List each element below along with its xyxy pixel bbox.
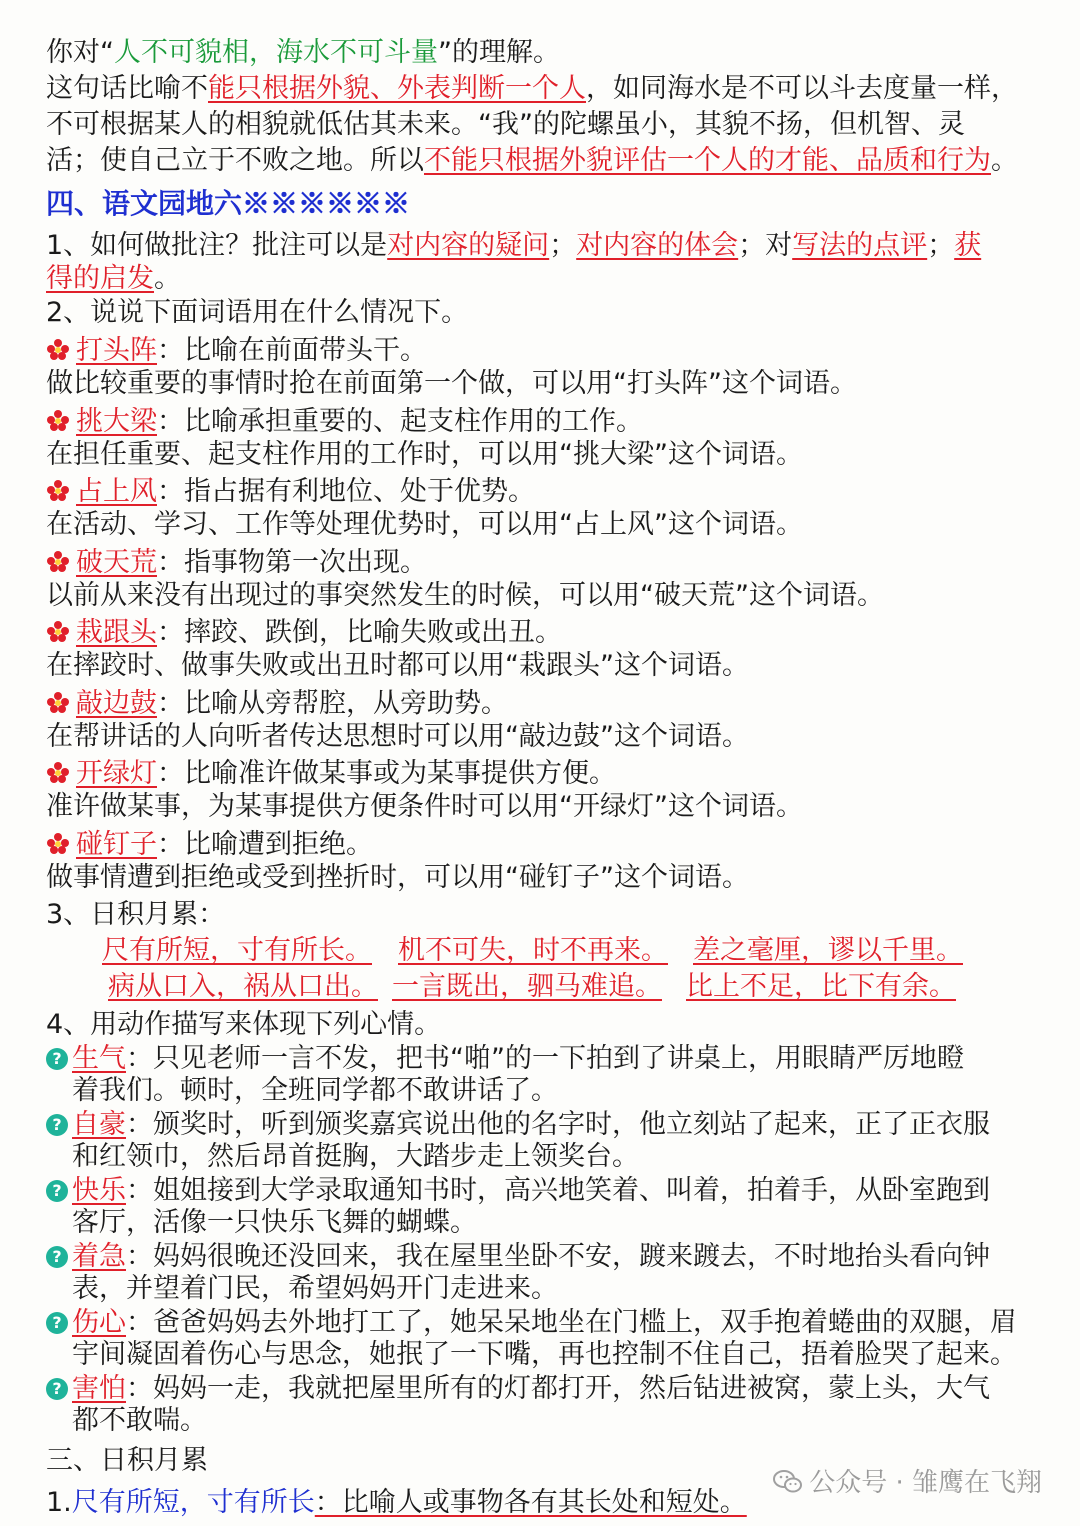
word-term: 占上风 [76, 476, 157, 507]
idiom: 差之毫厘，谬以千里。 [693, 935, 963, 966]
word-definition [46, 687, 1050, 721]
idiom-explanation: ：比喻人或事物各有其长处和短处。 [314, 1487, 747, 1518]
mood-term: 快乐 [72, 1175, 126, 1206]
mood-text: ：姐姐接到大学录取通知书时，高兴地笑着、叫着，拍着手，从卧室跑到 [126, 1175, 990, 1206]
mood-example [46, 1240, 1050, 1274]
question-1 [46, 229, 1050, 263]
flower-icon [46, 829, 76, 860]
word-definition [46, 334, 1050, 368]
watermark [773, 1462, 1042, 1502]
answer-highlight: 获 [954, 230, 982, 261]
answer-highlight: 写法的点评 [792, 230, 928, 261]
word-definition [46, 757, 1050, 791]
section-3-heading: 三、日积月累 [46, 1445, 208, 1476]
word-term: 敲边鼓 [76, 687, 157, 719]
mood-example [46, 1108, 1050, 1142]
word-meaning: ：比喻从旁帮腔，从旁助势。 [157, 687, 508, 719]
flower-icon [46, 406, 76, 437]
proverb-text: 人不可貌相，海水不可斗量 [114, 37, 438, 68]
mood-term: 害怕 [72, 1373, 126, 1404]
question-text: 1、如何做批注？批注可以是 [46, 230, 388, 261]
intro-question-prefix: 你对“ [46, 37, 114, 68]
mood-example [46, 1042, 1050, 1076]
word-usage: 在活动、学习、工作等处理优势时，可以用“占上风”这个词语。 [46, 509, 803, 540]
question-text: ；对 [738, 230, 793, 261]
mood-text: ：妈妈一走，我就把屋里所有的灯都打开，然后钻进被窝，蒙上头，大气 [126, 1373, 990, 1404]
flower-icon [46, 335, 76, 366]
answer-highlight: 能只根据外貌、外表判断一个人 [208, 73, 586, 104]
answer-highlight: 得的启发 [46, 263, 154, 294]
word-meaning: ：比喻遭到拒绝。 [157, 828, 373, 860]
answer-highlight: 不能只根据外貌评估一个人的才能、品质和行为 [424, 145, 991, 176]
answer-text: 。 [991, 145, 1018, 176]
watermark-text: 公众号 · 雏鹰在飞翔 [809, 1468, 1042, 1498]
mood-text-cont: 着我们。顿时，全班同学都不敢讲话了。 [72, 1075, 558, 1106]
question-icon: ? [46, 1246, 68, 1268]
word-term: 开绿灯 [76, 758, 157, 789]
punct: ； [549, 230, 577, 261]
intro-answer-line-3 [46, 144, 1050, 178]
mood-text-cont: 和红领巾，然后昂首挺胸，大踏步走上领奖台。 [72, 1141, 639, 1172]
answer-highlight: 对内容的体会 [576, 230, 739, 261]
answer-text: 这句话比喻不 [46, 73, 208, 104]
mood-term: 着急 [72, 1241, 126, 1272]
word-usage: 在摔跤时、做事失败或出丑时都可以用“栽跟头”这个词语。 [46, 650, 749, 681]
flower-icon [46, 547, 76, 578]
mood-term: 生气 [72, 1043, 126, 1074]
punct: ； [927, 230, 955, 261]
question-2: 2、说说下面词语用在什么情况下。 [46, 297, 469, 328]
answer-text: ，如同海水是不可以斗去度量一样， [586, 73, 1018, 104]
answer-text: 不可根据某人的相貌就低估其未来。“我”的陀螺虽小，其貌不扬，但机智、灵 [46, 109, 965, 140]
question-icon: ? [46, 1312, 68, 1334]
idiom: 比上不足，比下有余。 [686, 971, 956, 1002]
mood-text: ：颁奖时，听到颁奖嘉宾说出他的名字时，他立刻站了起来，正了正衣服 [126, 1109, 990, 1140]
word-meaning: ：指事物第一次出现。 [157, 546, 427, 578]
word-definition [46, 616, 1050, 650]
word-definition [46, 546, 1050, 580]
word-definition [46, 828, 1050, 862]
word-term: 打头阵 [76, 335, 157, 366]
intro-answer-line-2 [46, 108, 1050, 142]
word-definition [46, 475, 1050, 509]
question-1-cont [46, 262, 1050, 296]
question-3: 3、日积月累： [46, 899, 226, 930]
idiom-term: 尺有所短，寸有所长 [71, 1487, 315, 1518]
flower-icon [46, 688, 76, 719]
idiom: 尺有所短，寸有所长。 [102, 935, 372, 966]
mood-text-cont: 表，并望着门民，希望妈妈开门走进来。 [72, 1273, 558, 1304]
word-usage: 在担任重要、起支柱作用的工作时，可以用“挑大梁”这个词语。 [46, 438, 803, 470]
question-icon: ? [46, 1378, 68, 1400]
word-usage: 准许做某事，为某事提供方便条件时可以用“开绿灯”这个词语。 [46, 791, 803, 822]
word-term: 栽跟头 [76, 617, 157, 648]
answer-highlight: 对内容的疑问 [387, 230, 550, 261]
word-usage: 做事情遭到拒绝或受到挫折时，可以用“碰钉子”这个词语。 [46, 861, 749, 893]
word-meaning: ：指占据有利地位、处于优势。 [157, 476, 535, 507]
question-icon: ? [46, 1114, 68, 1136]
mood-example [46, 1174, 1050, 1208]
word-meaning: ：比喻准许做某事或为某事提供方便。 [157, 758, 616, 789]
idiom: 机不可失，时不再来。 [398, 935, 668, 966]
word-usage: 以前从来没有出现过的事突然发生的时候，可以用“破天荒”这个词语。 [46, 579, 884, 611]
word-term: 挑大梁 [76, 405, 157, 437]
word-meaning: ：比喻承担重要的、起支柱作用的工作。 [157, 405, 643, 437]
section-heading: 四、语文园地六※※※※※※ [46, 187, 411, 220]
word-definition [46, 405, 1050, 439]
mood-example [46, 1306, 1050, 1340]
mood-term: 伤心 [72, 1307, 126, 1338]
mood-text: ：爸爸妈妈去外地打工了，她呆呆地坐在门槛上，双手抱着蜷曲的双腿，眉 [126, 1307, 1017, 1338]
mood-text-cont: 宇间凝固着伤心与思念，她抿了一下嘴，再也控制不住自己，捂着脸哭了起来。 [72, 1339, 1017, 1370]
word-term: 破天荒 [76, 546, 157, 578]
mood-text-cont: 客厅，活像一只快乐飞舞的蝴蝶。 [72, 1207, 477, 1238]
intro-question [46, 36, 1050, 70]
word-usage: 在帮讲话的人向听者传达思想时可以用“敲边鼓”这个词语。 [46, 720, 749, 752]
punct: 。 [154, 263, 181, 294]
question-icon: ? [46, 1180, 68, 1202]
item-number: 1. [46, 1487, 72, 1518]
idiom: 病从口入，祸从口出。 [108, 971, 378, 1002]
wechat-icon [773, 1469, 803, 1502]
word-term: 碰钉子 [76, 828, 157, 860]
question-4: 4、用动作描写来体现下列心情。 [46, 1009, 442, 1040]
flower-icon [46, 476, 76, 507]
question-icon: ? [46, 1048, 68, 1070]
word-meaning: ：比喻在前面带头干。 [157, 335, 427, 366]
flower-icon [46, 758, 76, 789]
idiom: 一言既出，驷马难追。 [392, 971, 662, 1002]
intro-answer-line-1 [46, 72, 1050, 106]
mood-text-cont: 都不敢喘。 [72, 1405, 207, 1436]
mood-term: 自豪 [72, 1109, 126, 1140]
word-usage: 做比较重要的事情时抢在前面第一个做，可以用“打头阵”这个词语。 [46, 368, 857, 399]
mood-text: ：只见老师一言不发，把书“啪”的一下拍到了讲桌上，用眼睛严厉地瞪 [126, 1043, 964, 1074]
mood-text: ：妈妈很晚还没回来，我在屋里坐卧不安，踱来踱去，不时地抬头看向钟 [126, 1241, 990, 1272]
flower-icon [46, 617, 76, 648]
mood-example [46, 1372, 1050, 1406]
word-meaning: ：摔跤、跌倒，比喻失败或出丑。 [157, 617, 562, 648]
intro-question-suffix: ”的理解。 [438, 37, 560, 68]
answer-text: 活；使自己立于不败之地。所以 [46, 145, 424, 176]
